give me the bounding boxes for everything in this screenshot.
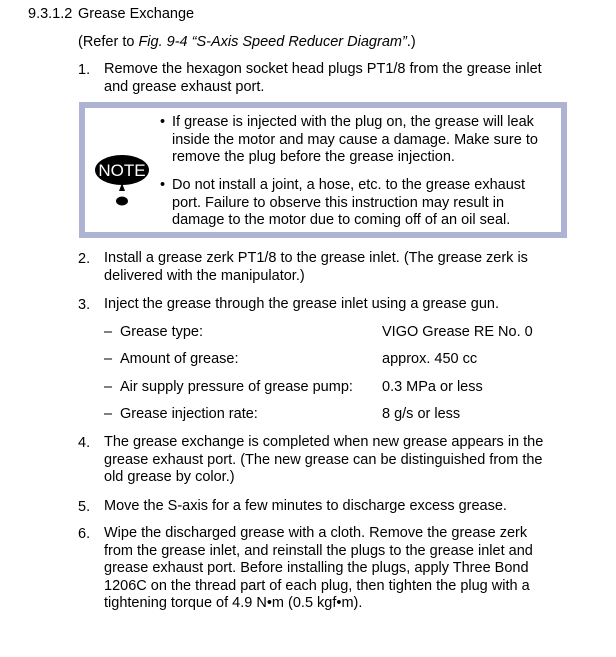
spec-value: 0.3 MPa or less	[382, 379, 483, 395]
section-title: Grease Exchange	[78, 6, 195, 22]
figure-reference: (Refer to Fig. 9-4 “S-Axis Speed Reducer Diagram”.)	[78, 34, 416, 50]
note-bullet-dot: •	[160, 177, 166, 193]
spec-value: approx. 450 cc	[382, 351, 478, 367]
spec-dash: –	[104, 324, 113, 340]
step-number: 6.	[78, 526, 91, 542]
step-number: 1.	[78, 62, 91, 78]
spec-dash: –	[104, 351, 113, 367]
spec-value: 8 g/s or less	[382, 406, 461, 422]
step-text: Remove the hexagon socket head plugs PT1/8 from the grease inlet and grease exhaust port.	[104, 61, 542, 95]
note-bullet-dot: •	[160, 114, 166, 130]
note-label: NOTE	[98, 161, 146, 180]
step-text: Wipe the discharged grease with a cloth. Remove the grease zerk from the grease inlet, and reinstall the plugs to the grease inlet and grease exhaust port. Before installing the plugs, apply Three Bond 1206C on the thread part of each plug, then tighten the plug with a tightening torque of 4.9 N•m (0.5 kgf•m).	[104, 525, 533, 611]
spec-dash: –	[104, 379, 113, 395]
step-number: 4.	[78, 435, 91, 451]
spec-value: VIGO Grease RE No. 0	[382, 324, 533, 340]
note-bullet-text: Do not install a joint, a hose, etc. to the grease exhaust port. Failure to observe this instruction may result in damage to the motor due to coming off of an oil seal.	[172, 177, 526, 228]
spec-label: Air supply pressure of grease pump:	[120, 379, 353, 395]
step-text: Inject the grease through the grease inlet using a grease gun.	[104, 296, 499, 312]
step-number: 5.	[78, 499, 91, 515]
step-number: 2.	[78, 251, 91, 267]
section-number: 9.3.1.2	[28, 6, 73, 22]
step-text: Move the S-axis for a few minutes to discharge excess grease.	[104, 498, 507, 514]
spec-label: Grease injection rate:	[120, 406, 258, 422]
spec-dash: –	[104, 406, 113, 422]
step-text: Install a grease zerk PT1/8 to the grease inlet. (The grease zerk is delivered with the manipulator.)	[104, 250, 528, 284]
step-text: The grease exchange is completed when new grease appears in the grease exhaust port. (The new grease can be distinguished from the old grease by color.)	[104, 434, 544, 485]
spec-label: Grease type:	[120, 324, 204, 340]
note-bullet-text: If grease is injected with the plug on, the grease will leak inside the motor and may cause a damage. Make sure to remove the plug before the grease injection.	[172, 114, 538, 165]
spec-label: Amount of grease:	[120, 351, 239, 367]
note-box	[79, 102, 567, 238]
note-icon	[94, 151, 150, 209]
step-number: 3.	[78, 297, 91, 313]
